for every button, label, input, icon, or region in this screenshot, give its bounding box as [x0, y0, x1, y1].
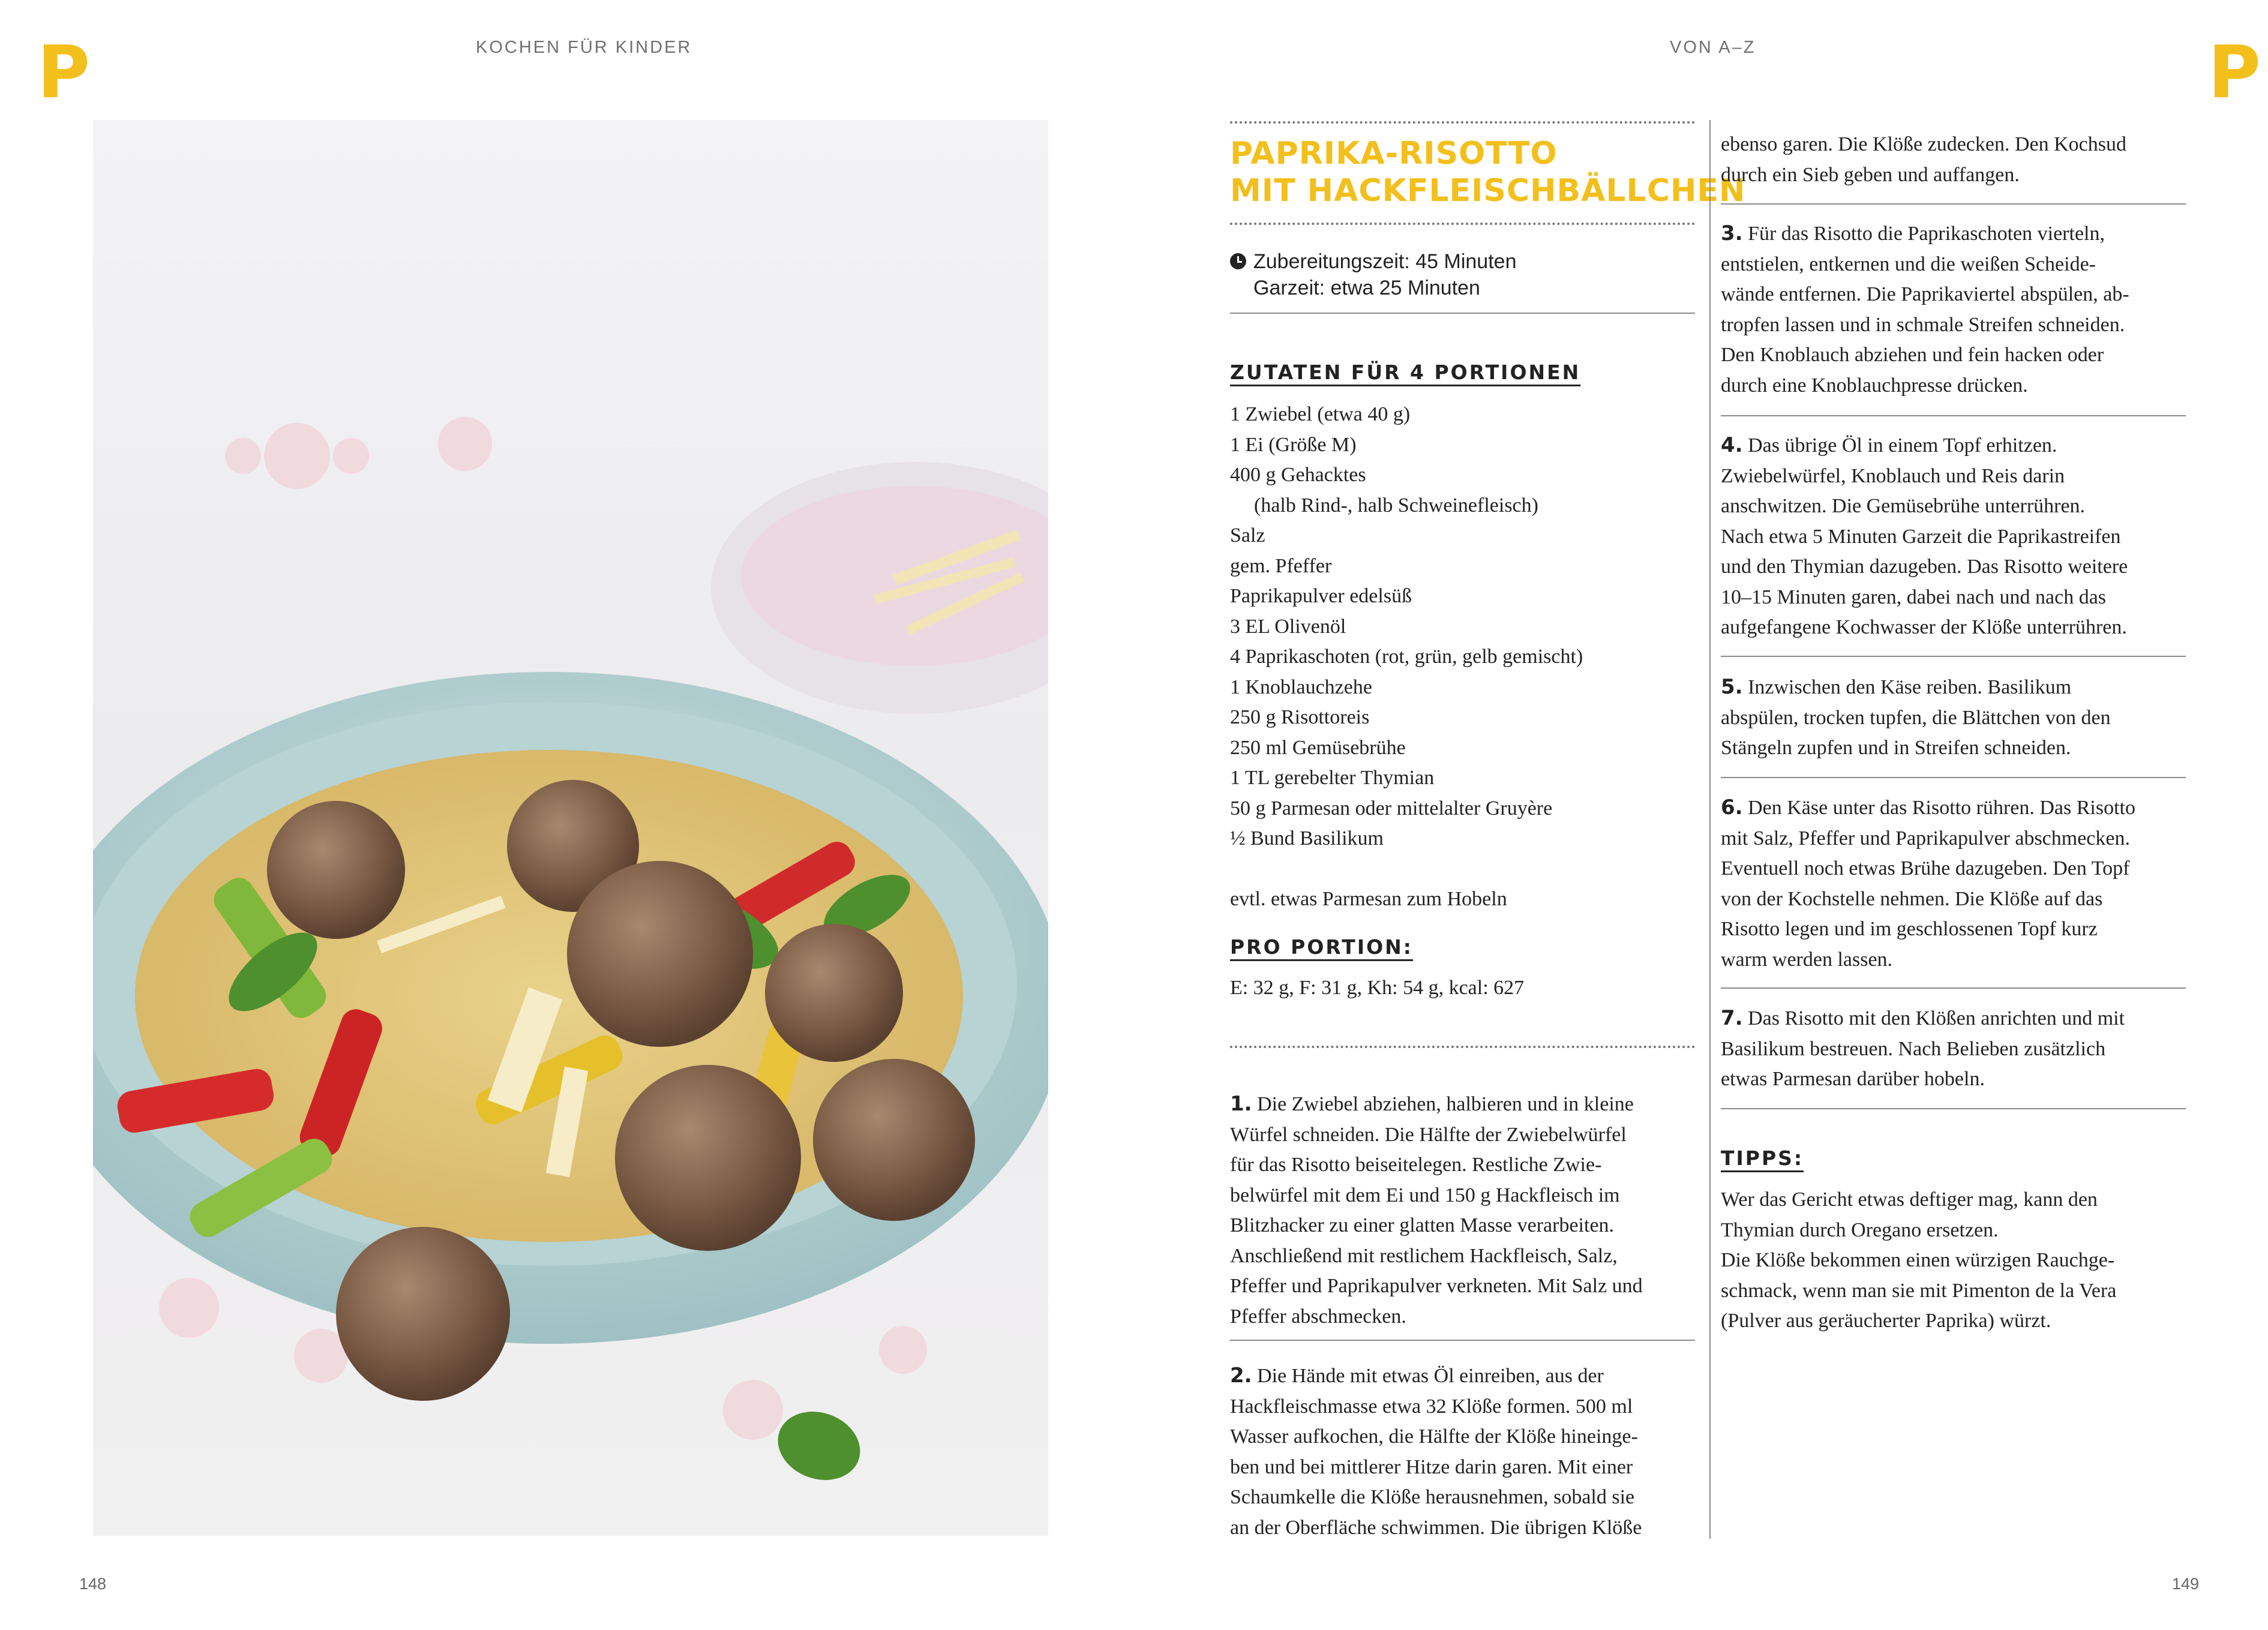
section-letter-left: P: [37, 31, 90, 115]
ingredient-item: Salz: [1230, 524, 1265, 547]
ingredient-item: ½ Bund Basilikum: [1230, 827, 1384, 849]
recipe-photo-illustration: [93, 120, 1048, 1536]
step-divider: [1721, 1108, 2186, 1109]
step-number: 5.: [1721, 675, 1743, 699]
tips-heading: TIPPS:: [1721, 1146, 1804, 1170]
step-7: 7. Das Risotto mit den Klößen anrichten und mit Basilikum bestreuen. Nach Belieben zusätzlich etwas Parmesan darüber hobeln.: [1721, 1006, 2125, 1090]
step-6: 6. Den Käse unter das Risotto rühren. Das Risotto mit Salz, Pfeffer und Paprikapulver abschmecken. Eventuell noch etwas Brühe dazugeben. Den Topf von der Kochstelle nehmen. Die Klöße auf das Risotto legen und im geschlossenen Topf kurz warm werden lassen.: [1721, 796, 2135, 971]
clock-icon: [1230, 253, 1246, 269]
ingredients-heading: ZUTATEN FÜR 4 PORTIONEN: [1230, 361, 1581, 384]
optional-ingredient: evtl. etwas Parmesan zum Hobeln: [1230, 888, 1507, 910]
step-divider: [1721, 987, 2186, 989]
step-number: 1.: [1230, 1092, 1252, 1116]
ingredient-item: Paprikapulver edelsüß: [1230, 585, 1412, 607]
step-divider: [1721, 415, 2186, 416]
ingredient-item: (halb Rind-, halb Schweinefleisch): [1254, 494, 1538, 517]
ingredient-item: 1 TL gerebelter Thymian: [1230, 767, 1435, 789]
page-number-right: 149: [2172, 1575, 2200, 1593]
nutrition-values: E: 32 g, F: 31 g, Kh: 54 g, kcal: 627: [1230, 977, 1525, 999]
step-divider: [1721, 777, 2186, 778]
ingredient-item: 3 EL Olivenöl: [1230, 615, 1346, 638]
prep-time: Zubereitungszeit: 45 Minuten: [1253, 250, 1517, 273]
recipe-title: [1230, 135, 1745, 209]
step-number: 4.: [1721, 433, 1743, 457]
recipe-photo: [93, 120, 1048, 1536]
step-number: 3.: [1721, 221, 1743, 245]
step-4: 4. Das übrige Öl in einem Topf erhitzen. Zwiebelwürfel, Knoblauch und Reis darin anschwitzen. Die Gemüsebrühe unterrühren. Nach etwa 5 Minuten Garzeit die Paprikastreifen und den Thymian dazugeben. Das Risotto weitere 10–15 Minuten garen, dabei nach und nach das aufgefangene Kochwasser der Klöße unterrühren.: [1721, 433, 2128, 638]
ingredient-item: 1 Ei (Größe M): [1230, 433, 1357, 456]
ingredient-item: 250 ml Gemüsebrühe: [1230, 736, 1406, 759]
ingredient-item: gem. Pfeffer: [1230, 554, 1332, 577]
ingredient-item: 400 g Gehacktes: [1230, 464, 1366, 486]
step-divider: [1230, 1340, 1695, 1341]
running-head-right: VON A–Z: [1670, 38, 1756, 57]
section-letter-right: P: [2208, 31, 2261, 115]
ingredient-item: 250 g Risottoreis: [1230, 706, 1370, 728]
per-portion-values: [1230, 973, 1698, 1004]
column-separator: [1709, 120, 1711, 1539]
step-1: 1. Die Zwiebel abziehen, halbieren und in kleine Würfel schneiden. Die Hälfte der Zwiebelwürfel für das Risotto beiseitelegen. Restliche Zwie- belwürfel mit dem Ei und 150 g Hackfleisch im Blitzhacker zu einer glatten Masse verarbeiten. Anschließend mit restlichem Hackfleisch, Salz, Pfeffer und Paprikapulver verkneten. Mit Salz und Pfeffer abschmecken.: [1230, 1092, 1643, 1328]
page-number-left: 148: [79, 1575, 107, 1593]
tips-text: Wer das Gericht etwas deftiger mag, kann den Thymian durch Oregano ersetzen. Die Klöße bekommen einen würzigen Rauchge- schmack, wenn man sie mit Pimenton de la Vera (Pulver aus geräucherter Paprika) würzt.: [1721, 1188, 2117, 1332]
title-top-rule: [1230, 121, 1695, 124]
recipe-title-line2: MIT HACKFLEISCHBÄLLCHEN: [1230, 173, 1746, 209]
running-head-left: KOCHEN FÜR KINDER: [476, 38, 692, 57]
cook-time: Garzeit: etwa 25 Minuten: [1253, 277, 1480, 299]
step-divider: [1721, 203, 2186, 205]
step-divider: [1721, 656, 2186, 657]
ingredient-item: 50 g Parmesan oder mittelalter Gruyère: [1230, 797, 1553, 819]
time-info: [1230, 248, 1516, 301]
step-number: 7.: [1721, 1006, 1743, 1030]
step-2: 2. Die Hände mit etwas Öl einreiben, aus der Hackfleischmasse etwa 32 Klöße formen. 500 ml Wasser aufkochen, die Hälfte der Klöße hineinge- ben und bei mittlerer Hitze darin garen. Mit einer Schaumkelle die Klöße herausnehmen, sobald sie an der Oberfläche schwimmen. Die übrigen Klöße: [1230, 1364, 1642, 1539]
ingredient-item: 1 Zwiebel (etwa 40 g): [1230, 403, 1411, 425]
steps-top-rule: [1230, 1046, 1695, 1048]
step-5: 5. Inzwischen den Käse reiben. Basilikum abspülen, trocken tupfen, die Blättchen von den Stängeln zupfen und in Streifen schneiden.: [1721, 675, 2111, 759]
title-bottom-rule: [1230, 223, 1695, 225]
step-number: 2.: [1230, 1364, 1252, 1388]
ingredient-item: 4 Paprikaschoten (rot, grün, gelb gemischt): [1230, 646, 1583, 668]
step-3: 3. Für das Risotto die Paprikaschoten vierteln, entstielen, entkernen und die weißen Scheide- wände entfernen. Die Paprikaviertel abspülen, ab- tropfen lassen und in schmale Streifen schneiden. Den Knoblauch abziehen und fein hacken oder durch eine Knoblauchpresse drücken.: [1721, 221, 2129, 397]
recipe-title-line1: PAPRIKA-RISOTTO: [1230, 136, 1558, 172]
per-portion-heading: PRO PORTION:: [1230, 935, 1413, 959]
time-bottom-rule: [1230, 313, 1695, 314]
ingredient-item: 1 Knoblauchzehe: [1230, 676, 1372, 698]
ingredients-list: [1230, 400, 1698, 915]
step-2-continued: ebenso garen. Die Klöße zudecken. Den Kochsud durch ein Sieb geben und auffangen.: [1721, 133, 2126, 186]
step-number: 6.: [1721, 796, 1743, 819]
